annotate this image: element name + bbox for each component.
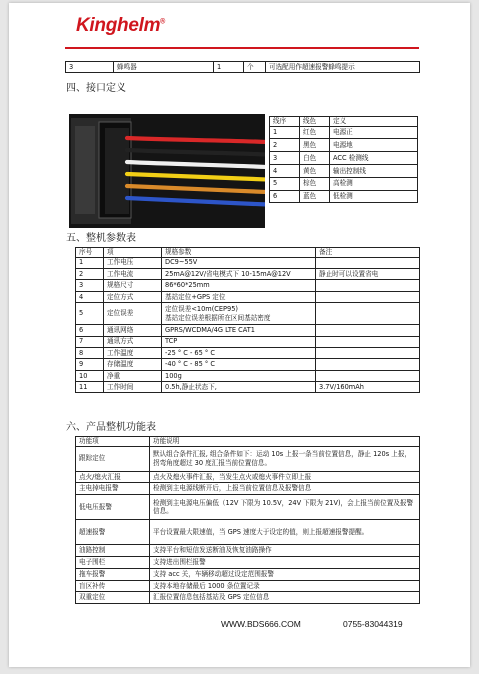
table-row <box>270 126 418 139</box>
table-cell: 25mA@12V/省电模式下 10-15mA@12V <box>162 268 316 279</box>
footer-website: WWW.BDS666.COM <box>221 619 301 629</box>
section-4-title: 四、接口定义 <box>66 83 126 94</box>
wire-harness-illustration <box>69 114 265 228</box>
table-header-row <box>76 248 420 258</box>
table-row <box>270 164 418 177</box>
header-rule <box>65 47 419 49</box>
table-row <box>66 62 420 73</box>
table-row <box>76 545 420 557</box>
table-row <box>270 139 418 152</box>
table-cell: 电子围栏 <box>76 556 150 568</box>
table-cell: 红色 <box>300 126 330 139</box>
table-cell <box>316 336 420 347</box>
table-cell: 盲区补传 <box>76 580 150 592</box>
table-cell: 超速报警 <box>76 520 150 545</box>
table-cell: 通讯网络 <box>104 325 162 336</box>
table-cell: 检测到主电源线断开后，上报当前位置信息及报警信息 <box>150 483 420 495</box>
table-cell: 电源地 <box>330 139 418 152</box>
table-cell: 油路控制 <box>76 545 150 557</box>
table-cell: 双重定位 <box>76 592 150 604</box>
table-cell: 2 <box>76 268 104 279</box>
column-header: 项 <box>104 248 162 258</box>
table-cell: 9 <box>76 359 104 370</box>
table-cell: 5 <box>76 303 104 325</box>
table-cell: 主电掉电报警 <box>76 483 150 495</box>
table-cell: 静止时可以设置省电 <box>316 268 420 279</box>
table-cell <box>316 325 420 336</box>
column-header: 定义 <box>330 117 418 127</box>
document-page <box>9 3 470 667</box>
table-cell: 默认组合条件汇报, 组合条件如下：运动 10s 上报一条当前位置信息，静止 120s 上报，拐弯角度超过 30 度汇报当前位置信息。 <box>150 446 420 471</box>
table-cell: 高检测 <box>330 177 418 190</box>
table-cell: 1 <box>270 126 300 139</box>
column-header: 线色 <box>300 117 330 127</box>
table-cell: 100g <box>162 370 316 381</box>
table-cell: 工作温度 <box>104 347 162 358</box>
table-cell: 4 <box>76 291 104 302</box>
table-cell: 拖车报警 <box>76 568 150 580</box>
table-cell: 规格尺寸 <box>104 280 162 291</box>
table-cell: 净重 <box>104 370 162 381</box>
table-cell: 汇报位置信息包括基站及 GPS 定位信息 <box>150 592 420 604</box>
table-row <box>76 471 420 483</box>
table-cell: 支持平台和短信发送断油及恢复油路操作 <box>150 545 420 557</box>
table-cell: 通讯方式 <box>104 336 162 347</box>
table-cell: 点火及熄火事件汇报，当发生点火或熄火事件立即上报 <box>150 471 420 483</box>
table-cell: DC9~55V <box>162 257 316 268</box>
table-cell: 平台设置最大限速值，当 GPS 速度大于设定的值，则上报超速报警提醒。 <box>150 520 420 545</box>
column-header: 规格参数 <box>162 248 316 258</box>
table-row <box>76 325 420 336</box>
table-cell: 黑色 <box>300 139 330 152</box>
table-cell: 电源正 <box>330 126 418 139</box>
column-header: 序号 <box>76 248 104 258</box>
table-cell: -40 ° C - 85 ° C <box>162 359 316 370</box>
table-cell: 3 <box>270 152 300 165</box>
table-cell: 工作电压 <box>104 257 162 268</box>
table-cell: TCP <box>162 336 316 347</box>
table-cell: 蜂鸣器 <box>114 62 214 73</box>
table-cell: 支持进出围栏报警 <box>150 556 420 568</box>
table-cell: 3 <box>76 280 104 291</box>
table-cell: -25 ° C - 65 ° C <box>162 347 316 358</box>
table-cell <box>316 347 420 358</box>
table-cell <box>316 303 420 325</box>
table-row <box>270 177 418 190</box>
table-row <box>76 303 420 325</box>
table-cell: 跟踪定位 <box>76 446 150 471</box>
table-row <box>76 446 420 471</box>
table-cell <box>316 359 420 370</box>
table-cell <box>316 257 420 268</box>
table-row <box>76 268 420 279</box>
function-table <box>75 436 420 604</box>
table-cell: 检测到主电源电压偏低（12V 下限为 10.5V，24V 下限为 21V)，会上报当前位置及报警信息。 <box>150 495 420 520</box>
column-header: 线序 <box>270 117 300 127</box>
table-row <box>76 520 420 545</box>
table-row <box>76 568 420 580</box>
table-row <box>76 336 420 347</box>
table-row <box>270 152 418 165</box>
table-cell <box>316 280 420 291</box>
accessory-table-continued <box>65 61 420 73</box>
table-row <box>76 495 420 520</box>
table-cell: 1 <box>214 62 244 73</box>
parameter-table <box>75 247 420 393</box>
table-cell: 存储温度 <box>104 359 162 370</box>
table-cell: 86*60*25mm <box>162 280 316 291</box>
table-cell: 可选配用作超速报警蜂鸣提示 <box>266 62 420 73</box>
table-row <box>270 190 418 203</box>
table-cell: 11 <box>76 382 104 393</box>
column-header: 功能项 <box>76 437 150 447</box>
table-row <box>76 556 420 568</box>
column-header: 功能说明 <box>150 437 420 447</box>
table-cell: 工作时间 <box>104 382 162 393</box>
table-cell <box>316 370 420 381</box>
wire-harness-photo <box>69 114 265 228</box>
table-cell: 蓝色 <box>300 190 330 203</box>
table-cell: 8 <box>76 347 104 358</box>
table-cell: 低检测 <box>330 190 418 203</box>
table-cell: 6 <box>76 325 104 336</box>
table-cell: 白色 <box>300 152 330 165</box>
table-cell: 3 <box>66 62 114 73</box>
column-header: 备注 <box>316 248 420 258</box>
logo-text: Kinghelm <box>76 15 161 36</box>
table-cell: 低电压报警 <box>76 495 150 520</box>
logo-registered-mark: ® <box>160 18 166 26</box>
table-cell: 棕色 <box>300 177 330 190</box>
table-row <box>76 382 420 393</box>
table-cell: 定位误差<10m(CEP95) 基站定位误差根据所在区间基站密度 <box>162 303 316 325</box>
table-row <box>76 370 420 381</box>
table-cell: 10 <box>76 370 104 381</box>
table-cell: 工作电流 <box>104 268 162 279</box>
table-cell: 2 <box>270 139 300 152</box>
footer-phone: 0755-83044319 <box>343 619 403 629</box>
table-cell: 支持本地存储最后 1000 条位置记录 <box>150 580 420 592</box>
table-row <box>76 280 420 291</box>
table-row <box>76 347 420 358</box>
table-cell: 支持 acc 关，车辆移动超过设定范围报警 <box>150 568 420 580</box>
table-cell: 1 <box>76 257 104 268</box>
table-cell: 定位方式 <box>104 291 162 302</box>
table-cell: GPRS/WCDMA/4G LTE CAT1 <box>162 325 316 336</box>
section-6-title: 六、产品整机功能表 <box>66 422 156 433</box>
table-cell <box>316 291 420 302</box>
table-row <box>76 483 420 495</box>
table-cell: 3.7V/160mAh <box>316 382 420 393</box>
table-row <box>76 257 420 268</box>
table-cell: 输出控制线 <box>330 164 418 177</box>
table-cell: 5 <box>270 177 300 190</box>
table-header-row <box>270 117 418 127</box>
table-cell: 定位误差 <box>104 303 162 325</box>
table-cell: 基站定位+GPS 定位 <box>162 291 316 302</box>
interface-table <box>269 116 418 203</box>
table-cell: 6 <box>270 190 300 203</box>
table-row <box>76 580 420 592</box>
table-cell: 7 <box>76 336 104 347</box>
kinghelm-logo <box>76 15 165 37</box>
table-header-row <box>76 437 420 447</box>
table-cell: 个 <box>244 62 266 73</box>
table-cell: 黄色 <box>300 164 330 177</box>
section-5-title: 五、整机参数表 <box>66 233 136 244</box>
table-row <box>76 359 420 370</box>
table-cell: 0.5h,静止状态下, <box>162 382 316 393</box>
table-cell: 4 <box>270 164 300 177</box>
table-row <box>76 291 420 302</box>
table-cell: ACC 检测线 <box>330 152 418 165</box>
table-cell: 点火/熄火汇报 <box>76 471 150 483</box>
table-row <box>76 592 420 604</box>
